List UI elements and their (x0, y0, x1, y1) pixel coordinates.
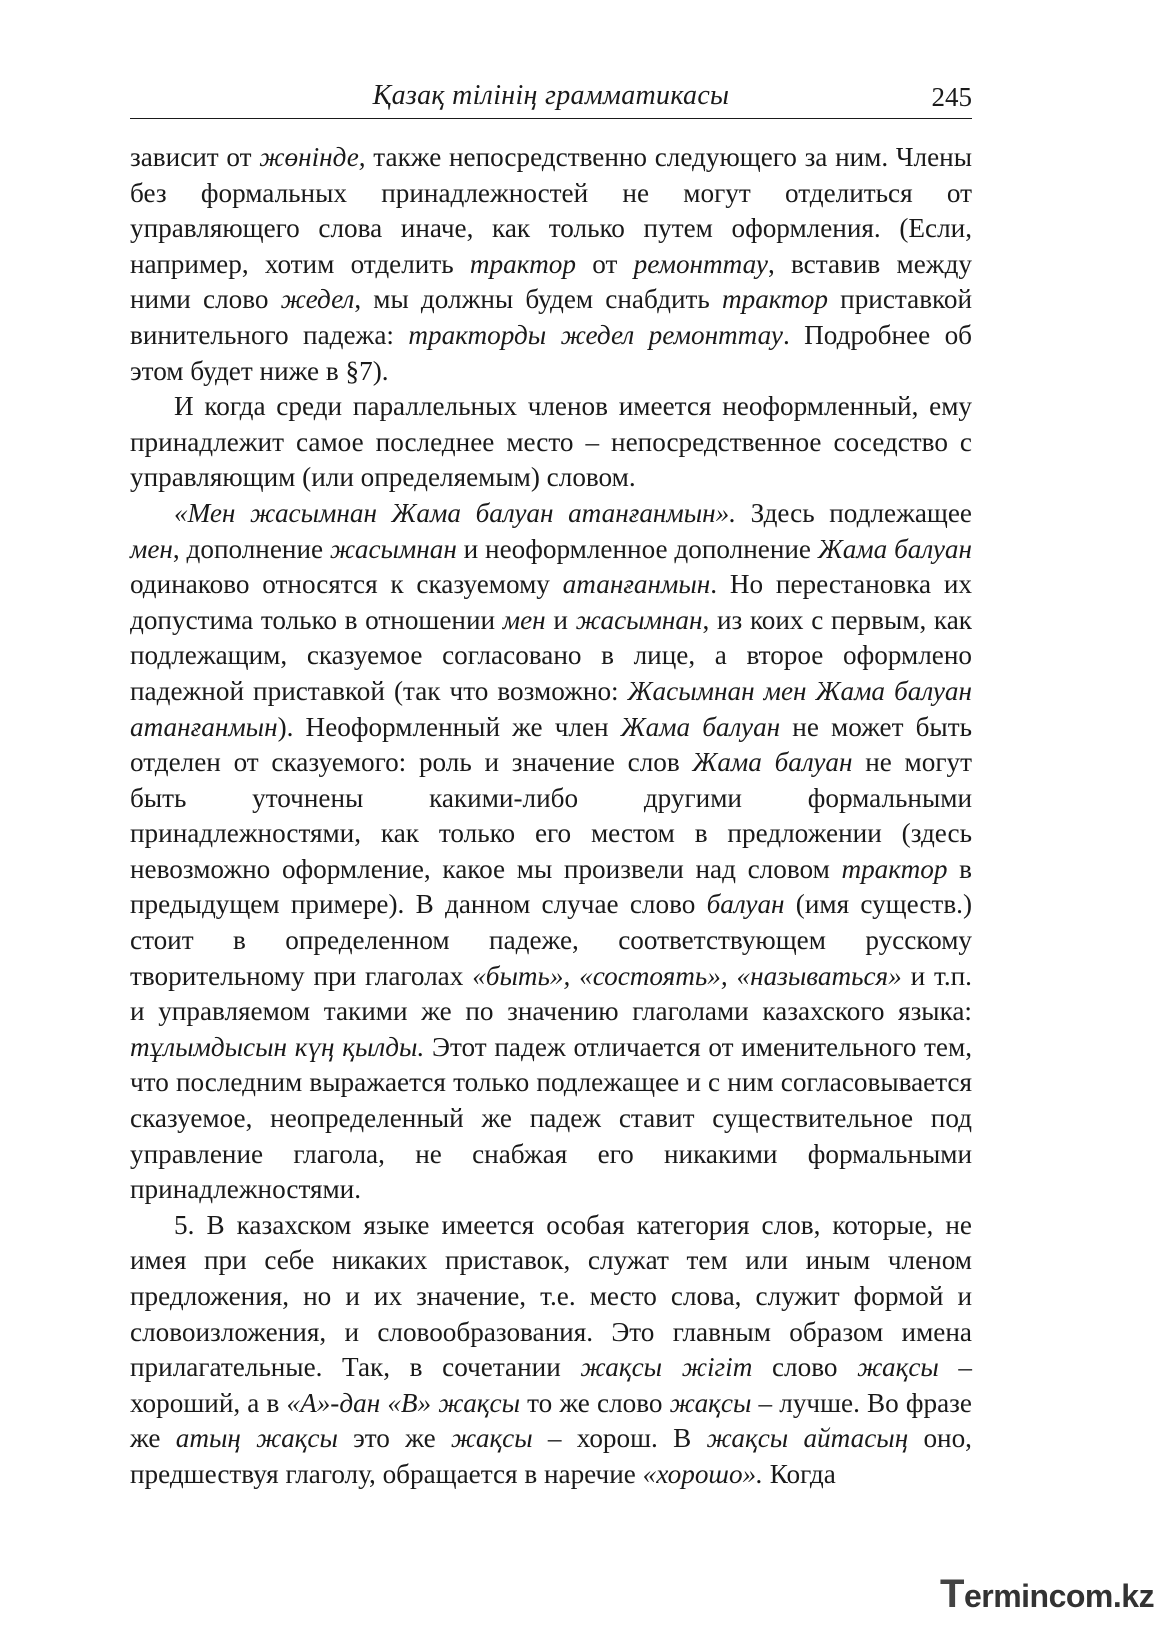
text-run: и т.п. и управляемом такими же по значению глаголами казахского языка: (130, 960, 972, 1027)
italic-term: жасымнан (575, 604, 703, 635)
running-title: Қазақ тілінің грамматикасы (372, 80, 730, 111)
italic-term: мен (130, 533, 173, 564)
text-run: в предыдущем примере). В данном случае слово (130, 853, 972, 920)
text-run: одинаково относятся к сказуемому (130, 569, 563, 600)
italic-term: Жама балуан (620, 711, 781, 742)
paragraph (130, 1208, 972, 1493)
page-number: 245 (931, 82, 972, 112)
text-run: не может быть отделен от сказуемого: роль и значение слов (130, 711, 972, 778)
italic-term: трактор (841, 853, 948, 884)
italic-term: жақсы айтасың (706, 1423, 909, 1454)
italic-term: атанғанмын (562, 569, 711, 600)
italic-term: жақсы жігіт (580, 1352, 753, 1383)
text-run: и (545, 604, 576, 635)
text-run: – хорош. В (532, 1423, 707, 1454)
italic-term: тұлымдысын күң қылды. (130, 1031, 425, 1062)
text-run: также непосредственно следующего за ним. Члены без формальных принадлежностей не могут отделиться от управляющего слова иначе, как только путем оформления. (Если, например, хотим отделить (130, 142, 972, 279)
body-text (130, 140, 972, 1493)
paragraph (130, 140, 972, 389)
italic-term: трактор (469, 248, 576, 279)
text-run: слово (752, 1352, 858, 1383)
text-run: Когда (762, 1458, 836, 1489)
text-run: ). Неоформленный же член (277, 711, 621, 742)
text-run: Здесь подлежащее (736, 497, 972, 528)
text-run: не могут быть уточнены какими-либо другими формальными принадлежностями, как только его местом в предложении (здесь невозможно оформление, какое мы произвели над словом (130, 747, 972, 884)
text-run: , мы должны будем снабдить (354, 284, 722, 315)
text-run: (имя существ.) стоит в определенном падеже, соответствующем русскому творительному при глаголах (130, 889, 973, 991)
italic-term: жасымнан (329, 533, 457, 564)
paragraph (130, 389, 972, 496)
text-run: . Но перестановка их допустима только в отношении (130, 569, 972, 635)
text-run: 5. В казахском языке имеется особая категория слов, которые, не имея при себе никаких приставок, служат тем или иным членом предложения, но и их значение, т.е. место слова, служит формой и словоизложения, и словообразования. Это главным образом имена прилагательные. Так, в сочетании (130, 1209, 972, 1383)
text-run: оно, предшествуя глаголу, обращается в наречие (130, 1423, 972, 1489)
italic-term: Жасымнан мен Жама балуан атанғанмын (130, 675, 972, 742)
italic-term: балуан (706, 889, 785, 920)
italic-term: жөнінде, (259, 142, 366, 172)
text-run: Этот падеж отличается от именительного тем, что последним выражается только подлежащее и с ним согласовывается сказуемое, неопределенный же падеж ставит существительное под управление глагола, не снабжая его никакими формальными принадлежностями. (130, 1031, 972, 1205)
running-header (130, 78, 972, 119)
italic-term: ремонттау (633, 248, 768, 279)
italic-term: мен (502, 604, 546, 635)
text-run: приставкой винительного падежа: (130, 284, 973, 350)
italic-term: «Мен жасымнан Жама балуан атанғанмын». (174, 497, 737, 528)
text-run: это же (337, 1423, 451, 1454)
italic-term: жақсы (669, 1387, 752, 1418)
text-run: И когда среди параллельных членов имеется неоформленный, ему принадлежит самое последнее место – непосредственное соседство с управляющим (или определяемым) словом. (130, 391, 972, 493)
italic-term: атың жақсы (175, 1423, 338, 1454)
text-run: , вставив между ними слово (130, 248, 973, 315)
italic-term: трактор (721, 284, 828, 315)
text-run: – хороший, а в (130, 1352, 973, 1418)
text-run: и неоформленное дополнение (456, 533, 818, 564)
italic-term: тракторды жедел ремонттау (408, 319, 783, 350)
italic-term: Жама балуан (817, 533, 972, 564)
watermark-initial: T (940, 1572, 964, 1616)
paragraph (130, 496, 972, 1208)
italic-term: Жама балуан (692, 747, 853, 778)
text-run: то же слово (519, 1387, 670, 1418)
italic-term: «быть», «состоять», «называться» (472, 960, 902, 991)
text-run: , из коих с первым, как подлежащим, сказуемое согласовано в лице, а второе оформлено падежной приставкой (так что возможно: (130, 604, 973, 706)
text-run: . Подробнее об этом будет ниже в §7). (130, 319, 972, 386)
text-run: от (575, 248, 634, 279)
text-run: зависит от (130, 142, 260, 172)
text-run: – лучше. Во фразе же (130, 1387, 972, 1454)
italic-term: жедел (280, 284, 355, 315)
watermark-text: ermincom.kz (963, 1578, 1155, 1614)
text-run: , дополнение (172, 533, 330, 564)
italic-term: жақсы (450, 1423, 533, 1454)
watermark-logo (940, 1572, 1155, 1618)
italic-term: жақсы (857, 1352, 939, 1383)
italic-term: «А»-дан «В» жақсы (286, 1387, 520, 1418)
italic-term: «хорошо». (642, 1458, 763, 1489)
